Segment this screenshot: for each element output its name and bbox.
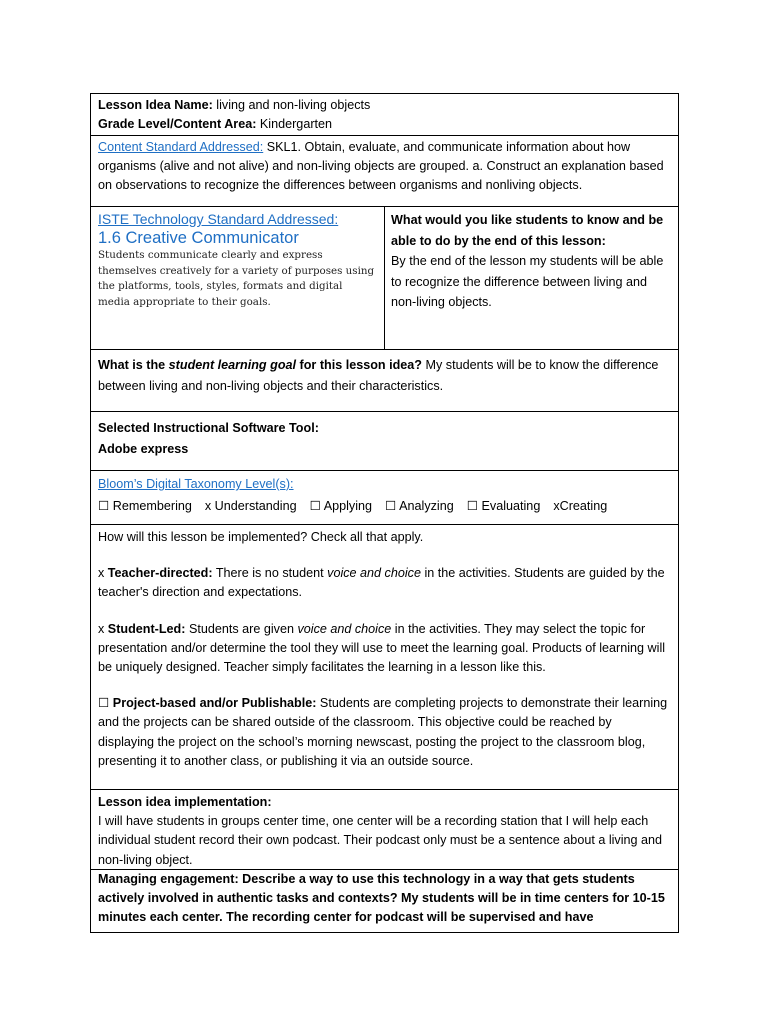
grade-level-label: Grade Level/Content Area: bbox=[98, 117, 257, 132]
student-led-italic: voice and choice bbox=[297, 621, 392, 636]
teacher-directed-text-1: There is no student bbox=[212, 566, 328, 581]
student-led-label: Student-Led: bbox=[107, 621, 186, 636]
lesson-name-label: Lesson Idea Name: bbox=[98, 98, 213, 112]
lesson-header-row bbox=[91, 94, 678, 136]
lesson-name-line bbox=[98, 96, 671, 115]
project-based-mark: ☐ bbox=[98, 696, 113, 711]
know-do-answer: By the end of the lesson my students will be able to recognize the difference between living and non-living objects. bbox=[391, 254, 664, 309]
student-led-text-2: in the activities. They may select the topic for presentation and/or determine the tool they will use to meet the learning goal. Products of learning will be uniquely designed. Teacher simply facilitates the learning in a lesson like this. bbox=[98, 621, 666, 675]
bloom-level-remembering[interactable]: ☐ Remembering bbox=[98, 499, 192, 514]
student-led-mark: x bbox=[98, 621, 108, 636]
software-row bbox=[91, 412, 678, 471]
grade-level-value: Kindergarten bbox=[256, 117, 333, 132]
iste-description: Students communicate clearly and express themselves creatively for a variety of purposes using the platforms, tools, styles, formats and digital media appropriate to their goals. bbox=[98, 249, 375, 308]
goal-question-italic: student learning goal bbox=[168, 358, 297, 372]
project-based-label: Project-based and/or Publishable: bbox=[112, 696, 317, 711]
engagement-text: Managing engagement: Describe a way to use this technology in a way that gets students actively involved in authentic tasks and contexts? My students will be in time centers for 10-15 minutes each center. The recording center for podcast will be supervised and have bbox=[98, 872, 665, 925]
content-standard-label: Content Standard Addressed: bbox=[98, 140, 264, 154]
iste-row bbox=[91, 207, 678, 350]
bloom-level-creating[interactable]: xCreating bbox=[553, 499, 608, 514]
bloom-row bbox=[91, 471, 678, 525]
option-project-based[interactable] bbox=[98, 694, 671, 771]
learning-goal-row bbox=[91, 350, 678, 412]
student-led-text-1: Students are given bbox=[185, 621, 298, 636]
option-student-led[interactable] bbox=[98, 620, 671, 678]
idea-implementation-text: I will have students in groups center time, one center will be a recording station that I will help each individual student record their own podcast. Their podcast only must be a sentence about a living and non-living object. bbox=[98, 814, 663, 867]
content-standard-text: SKL1. Obtain, evaluate, and communicate information about how organisms (alive and not alive) and non-living objects are grouped. a. Construct an explanation based on observations to recognize the differences between organisms and nonliving objects. bbox=[98, 140, 664, 193]
teacher-directed-text-2: in the activities. Students are guided by the teacher's direction and expectations. bbox=[98, 566, 665, 600]
grade-level-line bbox=[98, 115, 671, 134]
software-label: Selected Instructional Software Tool: bbox=[98, 421, 319, 435]
lesson-plan-table bbox=[90, 93, 679, 933]
software-value: Adobe express bbox=[98, 442, 189, 456]
teacher-directed-mark: x bbox=[98, 566, 108, 581]
teacher-directed-italic: voice and choice bbox=[327, 566, 421, 581]
bloom-level-understanding[interactable]: x Understanding bbox=[204, 499, 297, 514]
implementation-question: How will this lesson be implemented? Check all that apply. bbox=[98, 530, 424, 544]
idea-implementation-row bbox=[91, 790, 678, 870]
iste-cell bbox=[91, 207, 385, 349]
know-do-cell bbox=[385, 207, 678, 349]
know-do-question: What would you like students to know and be able to do by the end of this lesson: bbox=[391, 213, 664, 248]
iste-standard: 1.6 Creative Communicator bbox=[98, 229, 299, 247]
bloom-level-applying[interactable]: ☐ Applying bbox=[309, 499, 373, 514]
goal-question-prefix: What is the bbox=[98, 358, 169, 372]
implementation-row bbox=[91, 525, 678, 790]
iste-label: ISTE Technology Standard Addressed: bbox=[98, 211, 339, 227]
bloom-level-analyzing[interactable]: ☐ Analyzing bbox=[385, 499, 454, 514]
bloom-label: Bloom’s Digital Taxonomy Level(s): bbox=[98, 477, 294, 491]
project-based-text: Students are completing projects to demonstrate their learning and the projects can be shared outside of the classroom. This objective could be reached by displaying the project on the school’s morning newscast, posting the project to the classroom blog, presenting it to another class, or publishing it via an outside source. bbox=[98, 696, 668, 768]
goal-question-suffix: for this lesson idea? bbox=[296, 358, 422, 372]
idea-implementation-label: Lesson idea implementation: bbox=[98, 795, 272, 809]
content-standard-row bbox=[91, 136, 678, 207]
engagement-row bbox=[91, 870, 678, 932]
lesson-name-value: living and non-living objects bbox=[212, 98, 371, 112]
bloom-levels bbox=[98, 497, 671, 516]
goal-answer: My students will be to know the difference between living and non-living objects and their characteristics. bbox=[98, 358, 659, 393]
option-teacher-directed[interactable] bbox=[98, 564, 671, 602]
bloom-level-evaluating[interactable]: ☐ Evaluating bbox=[466, 499, 541, 514]
teacher-directed-label: Teacher-directed: bbox=[107, 566, 213, 581]
